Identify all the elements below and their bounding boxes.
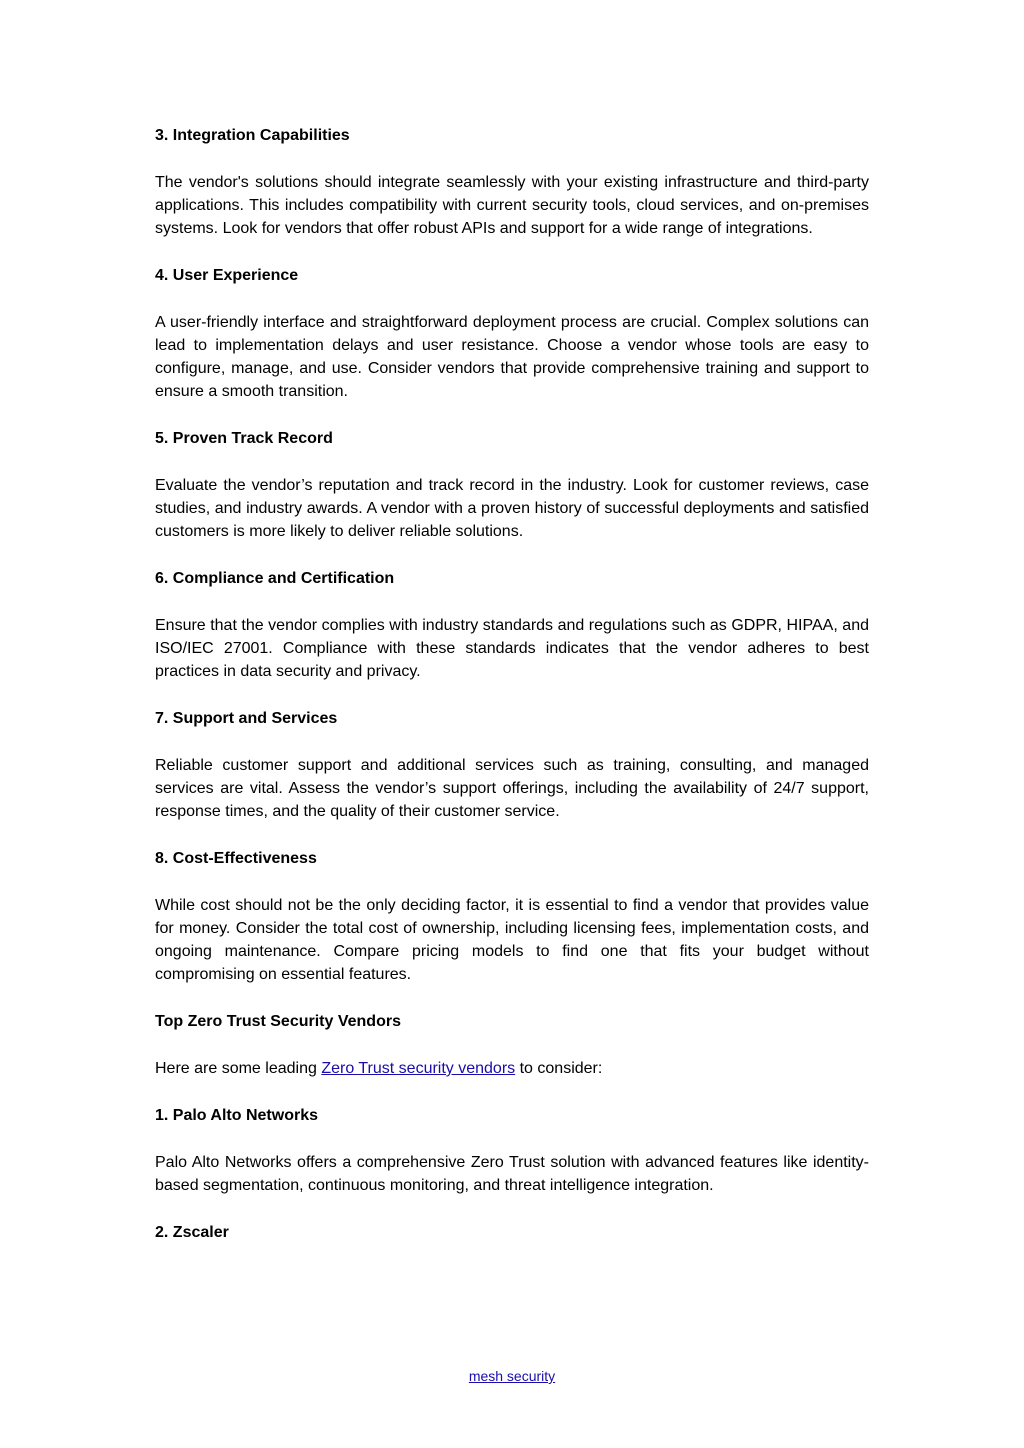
section-integration-capabilities <box>155 124 869 240</box>
vendors-intro-after: to consider: <box>515 1060 603 1077</box>
section-body: Evaluate the vendor’s reputation and track record in the industry. Look for customer reviews, case studies, and industry awards. A vendor with a proven history of successful deployments and satisfied customers is more likely to deliver reliable solutions. <box>155 477 869 540</box>
section-compliance-certification <box>155 567 869 683</box>
vendor-heading: 1. Palo Alto Networks <box>155 1107 318 1124</box>
vendors-intro-before: Here are some leading <box>155 1060 322 1077</box>
section-body: Ensure that the vendor complies with industry standards and regulations such as GDPR, HIPAA, and ISO/IEC 27001. Compliance with these standards indicates that the vendor adheres to best practices in data security and privacy. <box>155 617 869 680</box>
vendor-body: Palo Alto Networks offers a comprehensive Zero Trust solution with advanced features like identity-based segmentation, continuous monitoring, and threat intelligence integration. <box>155 1154 869 1194</box>
footer-mesh-security-link[interactable]: mesh security <box>468 1368 556 1384</box>
section-heading: 3. Integration Capabilities <box>155 127 350 144</box>
section-body: While cost should not be the only deciding factor, it is essential to find a vendor that provides value for money. Consider the total cost of ownership, including licensing fees, implementation costs, and ongoing maintenance. Compare pricing models to find one that fits your budget without compromising on essential features. <box>155 897 869 983</box>
document-page <box>155 124 869 1268</box>
zero-trust-vendors-link[interactable]: Zero Trust security vendors <box>321 1060 516 1077</box>
section-heading: 6. Compliance and Certification <box>155 570 395 587</box>
section-body: A user-friendly interface and straightforward deployment process are crucial. Complex solutions can lead to implementation delays and user resistance. Choose a vendor whose tools are easy to configure, manage, and use. Consider vendors that provide comprehensive training and support to ensure a smooth transition. <box>155 314 869 400</box>
section-support-services <box>155 707 869 823</box>
section-top-vendors <box>155 1010 869 1080</box>
section-heading: 7. Support and Services <box>155 710 338 727</box>
section-user-experience <box>155 264 869 403</box>
vendors-intro <box>155 1057 869 1080</box>
vendor-heading: 2. Zscaler <box>155 1224 229 1241</box>
vendor-palo-alto <box>155 1104 869 1197</box>
page-footer <box>0 1368 1024 1384</box>
vendors-heading: Top Zero Trust Security Vendors <box>155 1013 401 1030</box>
vendor-zscaler <box>155 1221 869 1244</box>
section-heading: 8. Cost-Effectiveness <box>155 850 317 867</box>
section-heading: 5. Proven Track Record <box>155 430 333 447</box>
section-body: Reliable customer support and additional services such as training, consulting, and managed services are vital. Assess the vendor’s support offerings, including the availability of 24/7 support, response times, and the quality of their customer service. <box>155 757 869 820</box>
section-heading: 4. User Experience <box>155 267 299 284</box>
section-body: The vendor's solutions should integrate seamlessly with your existing infrastructure and third-party applications. This includes compatibility with current security tools, cloud services, and on-premises systems. Look for vendors that offer robust APIs and support for a wide range of integrations. <box>155 174 869 237</box>
section-proven-track-record <box>155 427 869 543</box>
section-cost-effectiveness <box>155 847 869 986</box>
